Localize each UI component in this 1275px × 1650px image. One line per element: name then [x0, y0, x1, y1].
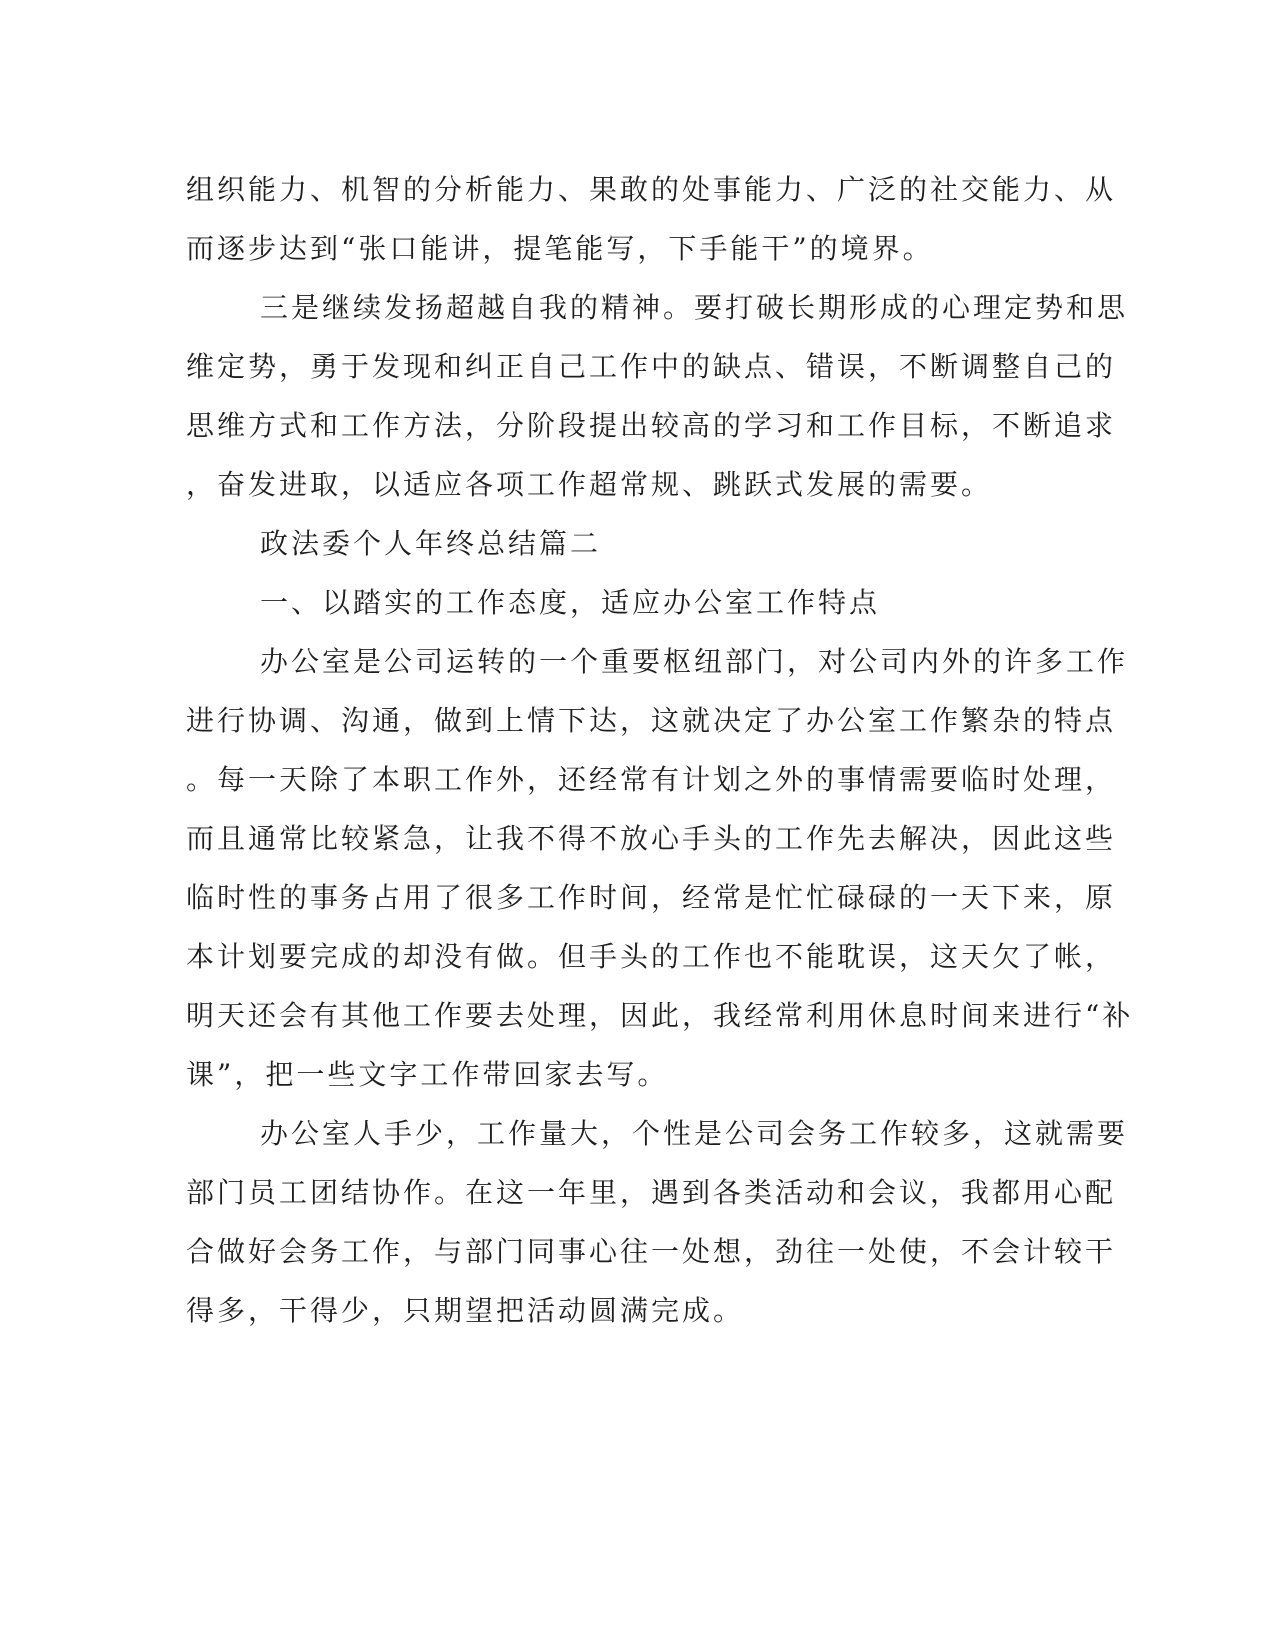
- text-line: 合做好会务工作，与部门同事心往一处想，劲往一处使，不会计较干: [186, 1235, 1117, 1268]
- text-line: 。每一天除了本职工作外，还经常有计划之外的事情需要临时处理，: [186, 763, 1117, 796]
- paragraph-start-line: 办公室人手少，工作量大，个性是公司会务工作较多，这就需要: [260, 1117, 1129, 1150]
- text-line: 维定势，勇于发现和纠正自己工作中的缺点、错误，不断调整自己的: [186, 350, 1117, 383]
- text-line: 本计划要完成的却没有做。但手头的工作也不能耽误，这天欠了帐，: [186, 940, 1117, 973]
- text-line: 而逐步达到“张口能讲，提笔能写，下手能干”的境界。: [186, 232, 934, 265]
- text-line: 明天还会有其他工作要去处理，因此，我经常利用休息时间来进行“补: [186, 999, 1134, 1032]
- paragraph-start-line: 办公室是公司运转的一个重要枢纽部门，对公司内外的许多工作: [260, 645, 1129, 678]
- text-line: 得多，干得少，只期望把活动圆满完成。: [186, 1294, 745, 1327]
- text-line: 课”，把一些文字工作带回家去写。: [186, 1058, 669, 1091]
- paragraph-start-line: 三是继续发扬超越自我的精神。要打破长期形成的心理定势和思: [260, 291, 1129, 324]
- section-heading: 政法委个人年终总结篇二: [260, 527, 602, 560]
- text-line: 组织能力、机智的分析能力、果敢的处事能力、广泛的社交能力、从: [186, 173, 1117, 206]
- text-line: 而且通常比较紧急，让我不得不放心手头的工作先去解决，因此这些: [186, 822, 1117, 855]
- text-line: 临时性的事务占用了很多工作时间，经常是忙忙碌碌的一天下来，原: [186, 881, 1117, 914]
- document-body: [186, 160, 1134, 1340]
- text-line: 思维方式和工作方法，分阶段提出较高的学习和工作目标，不断追求: [186, 409, 1117, 442]
- text-line: 进行协调、沟通，做到上情下达，这就决定了办公室工作繁杂的特点: [186, 704, 1117, 737]
- text-line: 部门员工团结协作。在这一年里，遇到各类活动和会议，我都用心配: [186, 1176, 1117, 1209]
- text-line: ，奋发进取，以适应各项工作超常规、跳跃式发展的需要。: [186, 468, 993, 501]
- subsection-heading: 一、以踏实的工作态度，适应办公室工作特点: [260, 586, 881, 619]
